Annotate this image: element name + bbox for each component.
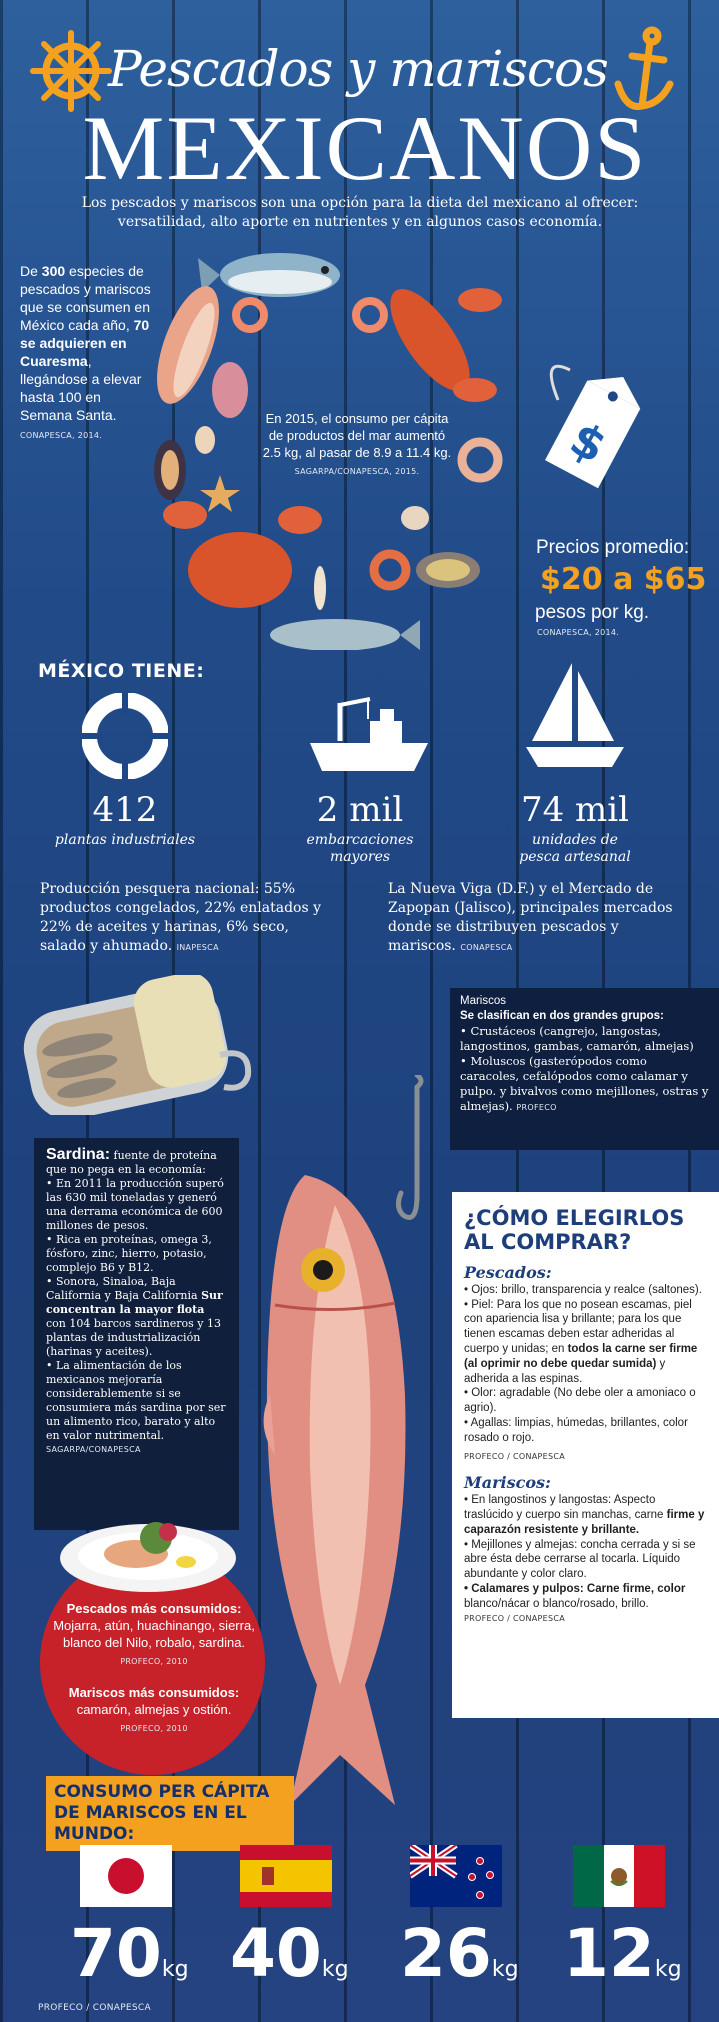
seafood-plate-illustration: [56, 1510, 241, 1595]
mariscos-tip: • Mejillones y almejas: concha cerrada y si se abre ésta debe cerrarse al tocarla. Líquido abundante y color claro.: [464, 1538, 696, 1581]
spain-consumption: 40kg: [230, 1915, 349, 1992]
markets-text: La Nueva Viga (D.F.) y el Mercado de Zapopan (Jalisco), principales mercados donde se distribuyen pescados y mariscos. CONAPESCA: [388, 881, 673, 954]
pescados-source: PROFECO / CONAPESCA: [464, 1451, 566, 1461]
consumption-source: SAGARPA/CONAPESCA, 2015.: [294, 467, 420, 476]
how-to-choose-title: ¿CÓMO ELEGIRLOS AL COMPRAR?: [464, 1206, 685, 1254]
price-unit: pesos por kg.: [535, 602, 650, 623]
mariscos-subheading: Mariscos:: [464, 1473, 551, 1493]
sardina-item: • La alimentación de los mexicanos mejoraría considerablemente si se consumiera más sardina por ser un alimento rico, barato y alto en valor nutrimental.: [46, 1359, 226, 1442]
mexico-tiene-heading: MÉXICO TIENE:: [38, 660, 205, 682]
fish-illustration: [198, 253, 340, 297]
sailboat-icon: [526, 663, 624, 775]
sardine-can-illustration: [20, 975, 260, 1115]
new-zealand-flag: [410, 1845, 502, 1907]
sardina-info-box: [34, 1138, 239, 1530]
most-consumed-mariscos: Mariscos más consumidos: camarón, almejas y ostión. PROFECO, 2010: [68, 1685, 240, 1733]
crab-illustration: [163, 501, 322, 608]
price-source: CONAPESCA, 2014.: [537, 628, 620, 637]
lobster-illustration: [376, 277, 502, 403]
price-value: $20 a $65: [540, 562, 707, 597]
stat-plants-label: plantas industriales: [54, 832, 196, 848]
sardina-source: SAGARPA/CONAPESCA: [46, 1445, 141, 1454]
mariscos-classification-box: [450, 988, 719, 1150]
sardina-item: • Sonora, Sinaloa, Baja California y Baja California Sur concentran la mayor flota con 104 barcos sardineros y 13 plantas de industrialización (harinas y aceites).: [46, 1275, 223, 1358]
sardina-intro: Sardina: fuente de proteína que no pega en la economía:: [46, 1146, 217, 1176]
consumption-fact: En 2015, el consumo per cápita de productos del mar aumentó 2.5 kg, al pasar de 8.9 a 11.4 kg. SAGARPA/CONAPESCA, 2015.: [262, 411, 452, 476]
sardina-item: • En 2011 la producción superó las 630 mil toneladas y generó una derrama económica de 600 millones de pesos.: [46, 1177, 224, 1232]
stat-artisanal-value: 74 mil: [520, 790, 630, 830]
mexico-consumption: 12kg: [563, 1915, 682, 1992]
mariscos-tip: • En langostinos y langostas: Aspecto traslúcido y cuerpo sin manchas, carne firme y caparazón resistente y brillante.: [464, 1494, 705, 1536]
price-tag-icon: [540, 360, 650, 490]
mariscos-tip: • Calamares y pulpos: Carne firme, color blanco/nácar o blanco/rosado, brillo.: [464, 1582, 686, 1610]
how-to-choose-box: [452, 1192, 719, 1718]
stat-vessels-label: embarcaciones mayores: [306, 832, 414, 865]
spain-flag: [240, 1845, 332, 1907]
intro-text: Los pescados y mariscos son una opción para la dieta del mexicano al ofrecer: versatilidad, alto aporte en nutrientes y en algunos casos economía.: [81, 195, 639, 230]
most-consumed-text: [44, 1600, 264, 1737]
stat-vessels-value: 2 mil: [316, 790, 404, 830]
svg-text:$: $: [561, 411, 616, 474]
mariscos-box-title: Mariscos: [460, 995, 507, 1007]
pescados-tip: • Ojos: brillo, transparencia y realce (saltones).: [464, 1283, 702, 1296]
production-text: Producción pesquera nacional: 55% productos congelados, 22% enlatados y 22% de aceites y harinas, 6% seco, salado y ahumado. INAPESCA: [40, 881, 322, 954]
per-capita-heading: CONSUMO PER CÁPITA DE MARISCOS EN EL MUNDO:: [46, 1776, 294, 1851]
species-source: CONAPESCA, 2014.: [20, 431, 103, 440]
title-line2: MEXICANOS: [82, 97, 648, 199]
japan-consumption: 70kg: [70, 1915, 189, 1992]
price-label: Precios promedio:: [536, 537, 690, 558]
sardina-item: • Rica en proteínas, omega 3, fósforo, zinc, hierro, potasio, complejo B6 y B12.: [46, 1233, 212, 1274]
stat-artisanal-label: unidades de pesca artesanal: [519, 832, 631, 865]
red-snapper-illustration: [245, 1165, 430, 1820]
footer-source: PROFECO / CONAPESCA: [38, 2003, 151, 2013]
mariscos-item: • Crustáceos (cangrejo, langostas, langostinos, gambas, camarón, almejas): [460, 1024, 694, 1053]
mexico-flag: [573, 1845, 665, 1907]
pescados-tip: • Agallas: limpias, húmedas, brillantes, color rosado o rojo.: [464, 1416, 688, 1444]
lifebuoy-icon: [82, 693, 168, 779]
most-consumed-pescados: Pescados más consumidos: Mojarra, atún, huachinango, sierra, blanco del Nilo, robalo, sardina. PROFECO, 2010: [53, 1601, 255, 1666]
pescados-tip: • Piel: Para los que no posean escamas, piel con apariencia lisa y brillante; para los que tienen escamas deben estar adheridas al cuerpo y unidas; en todos la carne ser firme (al oprimir no debe quedar sumida) y adherida a las espinas.: [464, 1298, 698, 1385]
mariscos-box-subtitle: Se clasifican en dos grandes grupos:: [460, 1010, 664, 1022]
pescados-subheading: Pescados:: [464, 1263, 552, 1282]
new-zealand-consumption: 26kg: [400, 1915, 519, 1992]
ship-icon: [310, 695, 428, 775]
pescados-tip: • Olor: agradable (No debe oler a amoniaco o agrio).: [464, 1387, 696, 1415]
stat-plants-value: 412: [92, 790, 158, 830]
mariscos-source: PROFECO / CONAPESCA: [464, 1613, 566, 1623]
japan-flag: [80, 1845, 172, 1907]
title-line1: Pescados y mariscos: [108, 40, 608, 98]
mariscos-item: • Moluscos (gasterópodos como caracoles, cefalópodos como calamar y pulpo. y bivalvos como mejillones, ostras y almejas). PROFECO: [460, 1054, 709, 1113]
species-fact: De 300 especies de pescados y mariscos que se consumen en México cada año, 70 se adquieren en Cuaresma, llegándose a elevar hasta 100 en Semana Santa. CONAPESCA, 2014.: [20, 263, 151, 440]
